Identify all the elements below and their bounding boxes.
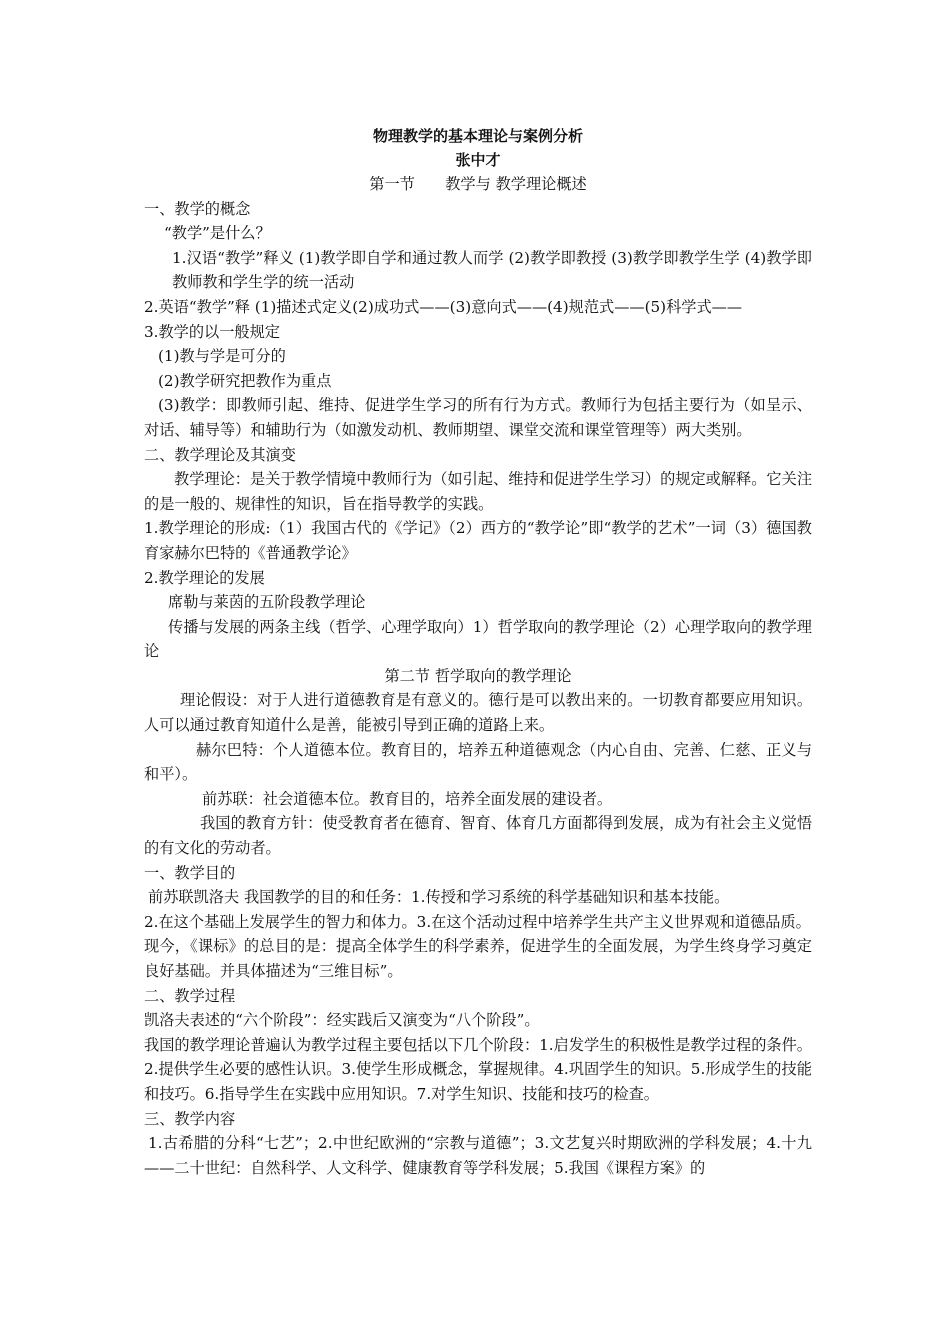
paragraph: (2)教学研究把教作为重点 [158, 371, 332, 390]
paragraph: 教学理论：是关于教学情境中教师行为（如引起、维持和促进学生学习）的规定或解释。它关注的是一般的、规律性的知识，旨在指导教学的实践。 [144, 470, 812, 513]
paragraph: 3.教学的以一般规定 [144, 322, 280, 341]
paragraph: 前苏联凯洛夫 我国教学的目的和任务：1.传授和学习系统的科学基础知识和基本技能。 [148, 888, 730, 907]
paragraph: 1.汉语“教学”释义 (1)教学即自学和通过教人而学 (2)教学即教授 (3)教学即教学生学 (4)教学即教师教和学生学的统一活动 [172, 248, 812, 292]
paragraph: 我国的教学理论普遍认为教学过程主要包括以下几个阶段：1.启发学生的积极性是教学过程的条件。 2.提供学生必要的感性认识。3.使学生形成概念，掌握规律。4.巩固学生的知识。5.形成学生的技能和技巧。6.指导学生在实践中应用知识。7.对学生知识、技能和技巧的检查。 [144, 1035, 812, 1103]
paragraph: 凯洛夫表述的“六个阶段”：经实践后又演变为“八个阶段”。 [144, 1011, 540, 1030]
paragraph: “教学”是什么？ [164, 224, 271, 243]
paragraph: 一、教学目的 [144, 863, 236, 882]
paragraph: 三、教学内容 [144, 1109, 236, 1128]
paragraph: (3)教学：即教师引起、维持、促进学生学习的所有行为方式。教师行为包括主要行为（如呈示、对话、辅导等）和辅助行为（如激发动机、教师期望、课堂交流和课堂管理等）两大类别。 [144, 396, 812, 439]
section2-heading: 第二节 哲学取向的教学理论 [384, 666, 572, 685]
paragraph: (1)教与学是可分的 [158, 347, 286, 366]
paragraph: 2.教学理论的发展 [144, 568, 265, 587]
section1-heading: 第一节 教学与 教学理论概述 [369, 175, 587, 193]
paragraph: 二、教学理论及其演变 [144, 445, 296, 464]
paragraph: 2.英语“教学”释 (1)描述式定义(2)成功式——(3)意向式——(4)规范式——(5)科学式—— [144, 297, 743, 316]
paragraph: 2.在这个基础上发展学生的智力和体力。3.在这个活动过程中培养学生共产主义世界观和道德品质。 [144, 912, 811, 931]
paragraph: 理论假设：对于人进行道德教育是有意义的。德行是可以教出来的。一切教育都要应用知识。人可以通过教育知道什么是善，能被引导到正确的道路上来。 [144, 691, 812, 735]
paragraph: 前苏联：社会道德本位。教育目的，培养全面发展的建设者。 [202, 789, 613, 808]
paragraph: 1.古希腊的分科“七艺”；2.中世纪欧洲的“宗教与道德”；3.文艺复兴时期欧洲的学科发展；4.十九——二十世纪：自然科学、人文科学、健康教育等学科发展；5.我国《课程方案》的 [144, 1134, 812, 1177]
document-title: 物理教学的基本理论与案例分析 [372, 127, 583, 145]
document-page [144, 124, 812, 1180]
paragraph: 一、教学的概念 [144, 199, 251, 218]
paragraph: 席勒与莱茵的五阶段教学理论 [168, 593, 366, 612]
paragraph: 现今，《课标》的总目的是：提高全体学生的科学素养，促进学生的全面发展，为学生终身学习奠定良好基础。并具体描述为“三维目标”。 [144, 937, 812, 980]
paragraph: 传播与发展的两条主线（哲学、心理学取向）1）哲学取向的教学理论（2）心理学取向的教学理论 [144, 617, 812, 661]
paragraph: 1.教学理论的形成:（1）我国古代的《学记》（2）西方的“教学论”即“教学的艺术”一词（3）德国教育家赫尔巴特的《普通教学论》 [144, 519, 812, 562]
document-author: 张中才 [455, 151, 501, 169]
paragraph: 我国的教育方针：使受教育者在德育、智育、体育几方面都得到发展，成为有社会主义觉悟的有文化的劳动者。 [144, 814, 812, 858]
paragraph: 二、教学过程 [144, 986, 236, 1005]
paragraph: 赫尔巴特：个人道德本位。教育目的，培养五种道德观念（内心自由、完善、仁慈、正义与和平）。 [144, 740, 812, 784]
